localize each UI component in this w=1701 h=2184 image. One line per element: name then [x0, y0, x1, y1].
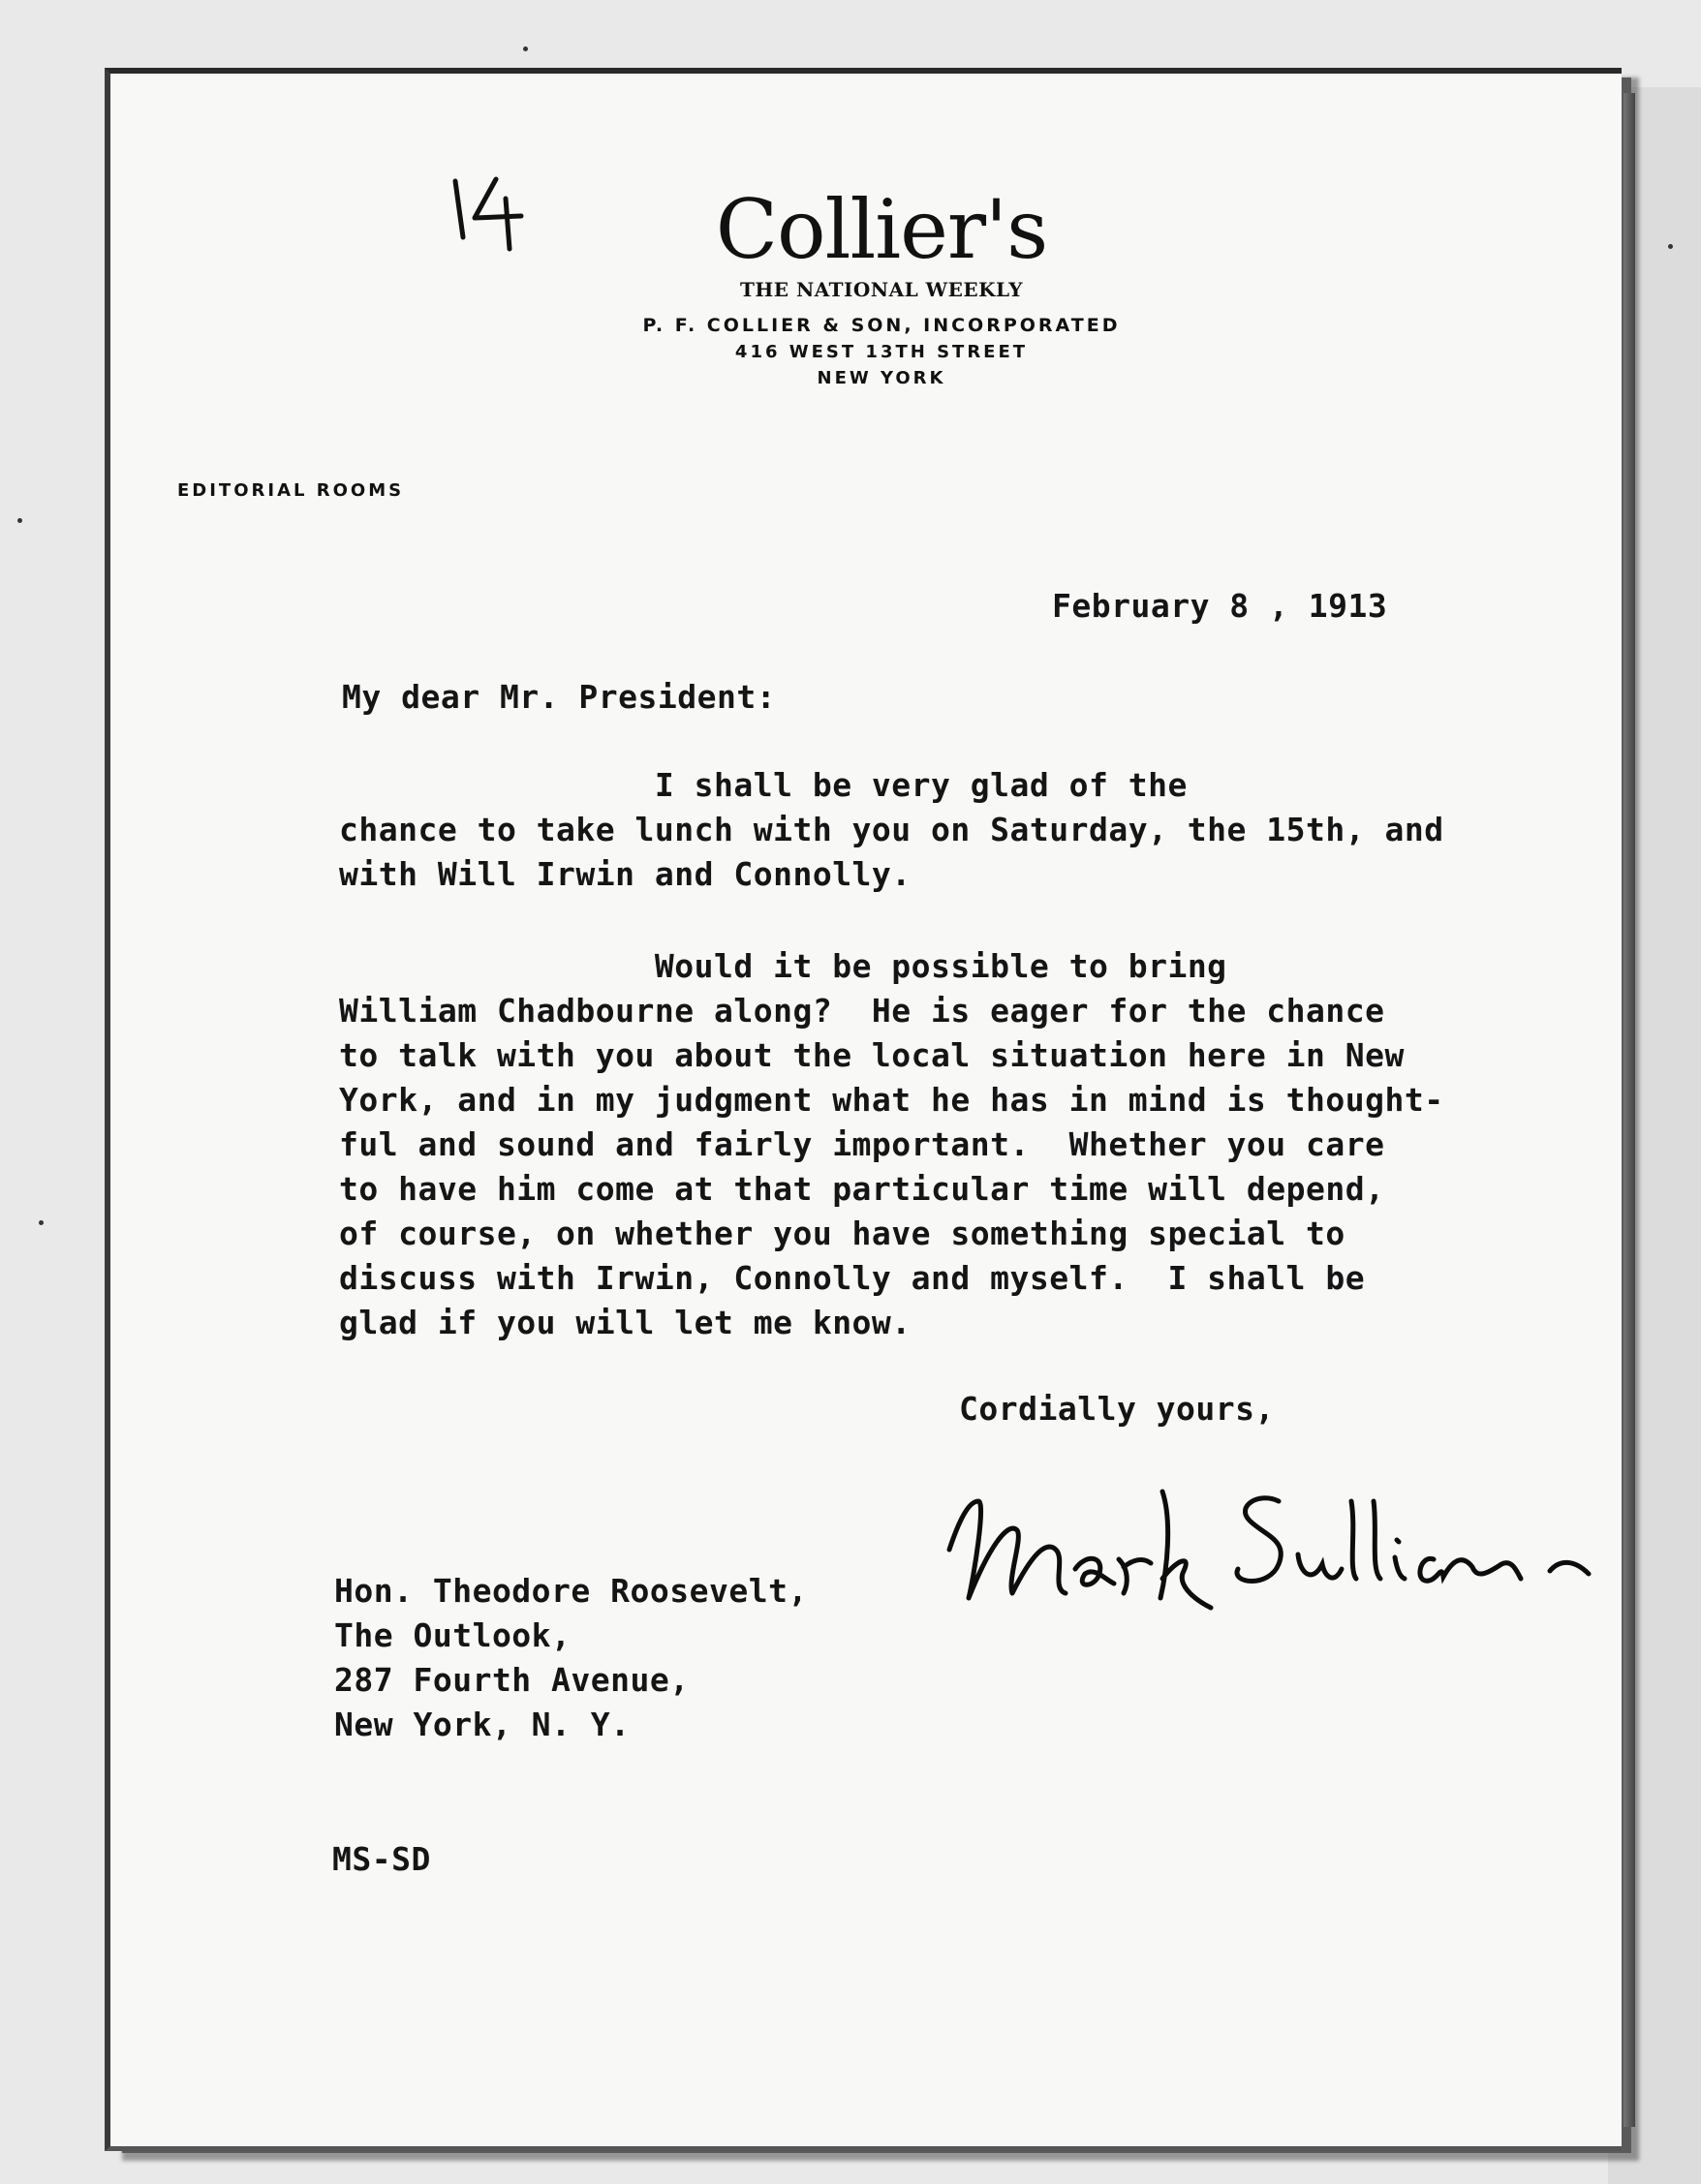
- letter-date: February 8 , 1913: [1052, 587, 1388, 625]
- dust-speck: [17, 518, 22, 523]
- letterhead-city: NEW YORK: [817, 368, 946, 388]
- body-paragraph: Would it be possible to bring William Chadbourne along? He is eager for the chance to talk with you about the local situation here in New York, and in my judgment what he has in mind is thought- ful and sound and fairly important. Whether you care to have him come at that particular time will depend, of course, on whether you have something special to discuss with Irwin, Connolly and myself. I shall be glad if you will let me know.: [339, 947, 1444, 1341]
- recipient-address: [334, 1569, 808, 1747]
- background: [1608, 87, 1701, 2184]
- reference-initials: MS-SD: [332, 1840, 431, 1878]
- recipient-line: The Outlook,: [334, 1616, 572, 1654]
- handwritten-signature: [930, 1462, 1598, 1656]
- recipient-line: New York, N. Y.: [334, 1706, 631, 1743]
- letterhead: [581, 182, 1182, 388]
- department-label: EDITORIAL ROOMS: [177, 480, 405, 501]
- body-paragraph: I shall be very glad of the chance to take lunch with you on Saturday, the 15th, and with Will Irwin and Connolly.: [339, 766, 1444, 893]
- sheet-edge-shadow: [1624, 93, 1635, 2127]
- letterhead-publisher: P. F. COLLIER & SON, INCORPORATED: [642, 315, 1121, 336]
- salutation: My dear Mr. President:: [342, 678, 777, 716]
- dust-speck: [523, 46, 528, 51]
- dust-speck: [39, 1220, 44, 1225]
- letterhead-address: 416 WEST 13TH STREET: [734, 342, 1029, 362]
- recipient-line: 287 Fourth Avenue,: [334, 1661, 690, 1699]
- closing: Cordially yours,: [959, 1390, 1275, 1428]
- dust-speck: [1668, 244, 1673, 249]
- folio-number-handwritten: [446, 169, 533, 257]
- letterhead-tagline: THE NATIONAL WEEKLY: [739, 278, 1024, 301]
- colliers-logo: Collier's: [715, 182, 1048, 277]
- recipient-line: Hon. Theodore Roosevelt,: [334, 1572, 808, 1610]
